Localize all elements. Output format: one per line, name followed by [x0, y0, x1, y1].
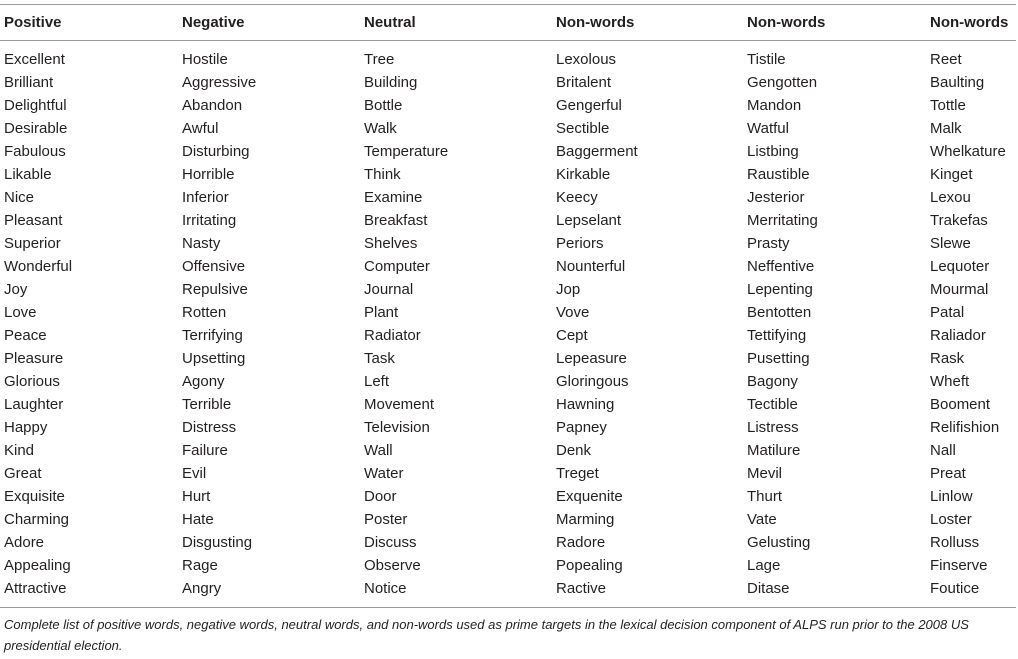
- cell-non-words-2: Mandon: [747, 97, 802, 114]
- cell-non-words-1: Lexolous: [556, 51, 617, 68]
- table-row: [0, 393, 1016, 416]
- cell-positive: Fabulous: [4, 143, 66, 160]
- cell-non-words-1: Jop: [556, 281, 581, 298]
- cell-negative: Irritating: [182, 212, 237, 229]
- cell-non-words-2: Raustible: [747, 166, 810, 183]
- cell-non-words-3: Relifishion: [930, 419, 1000, 436]
- table-row: [0, 554, 1016, 577]
- cell-non-words-3: Kinget: [930, 166, 973, 183]
- cell-non-words-2: Bentotten: [747, 304, 812, 321]
- cell-non-words-1: Baggerment: [556, 143, 638, 160]
- cell-neutral: Journal: [364, 281, 414, 298]
- cell-neutral: Think: [364, 166, 401, 183]
- cell-negative: Abandon: [182, 97, 243, 114]
- cell-non-words-2: Pusetting: [747, 350, 810, 367]
- cell-positive: Adore: [4, 534, 45, 551]
- cell-non-words-3: Raliador: [930, 327, 986, 344]
- cell-non-words-2: Jesterior: [747, 189, 805, 206]
- cell-positive: Happy: [4, 419, 48, 436]
- cell-non-words-1: Papney: [556, 419, 607, 436]
- cell-non-words-3: Loster: [930, 511, 972, 528]
- column-header-neutral: Neutral: [364, 13, 416, 31]
- table-row: [0, 485, 1016, 508]
- cell-positive: Brilliant: [4, 74, 54, 91]
- cell-non-words-1: Cept: [556, 327, 588, 344]
- cell-non-words-2: Vate: [747, 511, 777, 528]
- table-row: [0, 416, 1016, 439]
- cell-positive: Great: [4, 465, 42, 482]
- table-row: [0, 163, 1016, 186]
- cell-positive: Love: [4, 304, 37, 321]
- cell-non-words-1: Gengerful: [556, 97, 622, 114]
- cell-non-words-3: Lequoter: [930, 258, 990, 275]
- table-row: [0, 278, 1016, 301]
- cell-non-words-3: Tottle: [930, 97, 966, 114]
- cell-non-words-2: Mevil: [747, 465, 783, 482]
- cell-non-words-1: Sectible: [556, 120, 610, 137]
- cell-non-words-2: Lage: [747, 557, 781, 574]
- table-body: [0, 40, 1016, 600]
- cell-neutral: Water: [364, 465, 404, 482]
- cell-non-words-2: Merritating: [747, 212, 818, 229]
- table-row: [0, 439, 1016, 462]
- cell-non-words-2: Ditase: [747, 580, 790, 597]
- cell-non-words-1: Hawning: [556, 396, 615, 413]
- cell-non-words-2: Tectible: [747, 396, 798, 413]
- cell-neutral: Plant: [364, 304, 399, 321]
- cell-negative: Nasty: [182, 235, 221, 252]
- cell-non-words-3: Foutice: [930, 580, 980, 597]
- cell-positive: Delightful: [4, 97, 67, 114]
- cell-non-words-1: Gloringous: [556, 373, 629, 390]
- cell-non-words-2: Lepenting: [747, 281, 813, 298]
- cell-neutral: Movement: [364, 396, 435, 413]
- cell-positive: Glorious: [4, 373, 60, 390]
- column-header-non-words-1: Non-words: [556, 13, 635, 31]
- table-row: [0, 140, 1016, 163]
- table-row: [0, 71, 1016, 94]
- cell-non-words-2: Neffentive: [747, 258, 815, 275]
- cell-positive: Joy: [4, 281, 28, 298]
- cell-positive: Excellent: [4, 51, 65, 68]
- cell-negative: Inferior: [182, 189, 229, 206]
- cell-neutral: Bottle: [364, 97, 403, 114]
- cell-neutral: Left: [364, 373, 390, 390]
- table-row: [0, 186, 1016, 209]
- cell-negative: Angry: [182, 580, 222, 597]
- cell-non-words-1: Kirkable: [556, 166, 611, 183]
- cell-neutral: Task: [364, 350, 395, 367]
- column-header-negative: Negative: [182, 13, 245, 31]
- cell-neutral: Breakfast: [364, 212, 428, 229]
- cell-negative: Disgusting: [182, 534, 253, 551]
- cell-negative: Hate: [182, 511, 214, 528]
- cell-positive: Nice: [4, 189, 35, 206]
- cell-non-words-3: Rask: [930, 350, 965, 367]
- cell-neutral: Television: [364, 419, 430, 436]
- cell-neutral: Poster: [364, 511, 408, 528]
- cell-positive: Laughter: [4, 396, 64, 413]
- cell-positive: Desirable: [4, 120, 68, 137]
- cell-negative: Awful: [182, 120, 219, 137]
- cell-non-words-3: Preat: [930, 465, 966, 482]
- cell-non-words-3: Baulting: [930, 74, 985, 91]
- cell-positive: Likable: [4, 166, 52, 183]
- table-caption: Complete list of positive words, negative words, neutral words, and non-words used as prime targets in the lexical decision component of ALPS run prior to the 2008 US presidential election.: [4, 617, 969, 653]
- cell-non-words-1: Lepeasure: [556, 350, 627, 367]
- cell-neutral: Discuss: [364, 534, 417, 551]
- cell-non-words-3: Reet: [930, 51, 962, 68]
- cell-negative: Upsetting: [182, 350, 246, 367]
- cell-positive: Pleasure: [4, 350, 64, 367]
- cell-non-words-1: Treget: [556, 465, 599, 482]
- cell-non-words-2: Watful: [747, 120, 789, 137]
- cell-neutral: Notice: [364, 580, 407, 597]
- cell-non-words-2: Tistile: [747, 51, 786, 68]
- spacer-cell: [0, 40, 1016, 48]
- cell-negative: Agony: [182, 373, 225, 390]
- cell-non-words-2: Listress: [747, 419, 799, 436]
- cell-non-words-1: Marming: [556, 511, 615, 528]
- cell-non-words-3: Finserve: [930, 557, 988, 574]
- cell-non-words-3: Booment: [930, 396, 991, 413]
- cell-neutral: Shelves: [364, 235, 418, 252]
- table-row: [0, 255, 1016, 278]
- table-row: [0, 347, 1016, 370]
- cell-negative: Repulsive: [182, 281, 248, 298]
- cell-positive: Attractive: [4, 580, 67, 597]
- cell-non-words-1: Periors: [556, 235, 604, 252]
- table-row: [0, 462, 1016, 485]
- cell-negative: Rage: [182, 557, 218, 574]
- table-row: [0, 94, 1016, 117]
- cell-non-words-1: Ractive: [556, 580, 607, 597]
- cell-neutral: Temperature: [364, 143, 449, 160]
- cell-neutral: Tree: [364, 51, 395, 68]
- cell-non-words-2: Bagony: [747, 373, 798, 390]
- cell-positive: Appealing: [4, 557, 71, 574]
- cell-neutral: Radiator: [364, 327, 421, 344]
- cell-non-words-2: Thurt: [747, 488, 783, 505]
- cell-negative: Terrifying: [182, 327, 243, 344]
- cell-non-words-2: Listbing: [747, 143, 799, 160]
- cell-positive: Pleasant: [4, 212, 63, 229]
- cell-non-words-3: Nall: [930, 442, 956, 459]
- cell-positive: Exquisite: [4, 488, 65, 505]
- cell-negative: Disturbing: [182, 143, 250, 160]
- table-row: [0, 48, 1016, 71]
- cell-non-words-2: Gelusting: [747, 534, 811, 551]
- cell-neutral: Door: [364, 488, 397, 505]
- cell-non-words-2: Prasty: [747, 235, 790, 252]
- cell-non-words-3: Trakefas: [930, 212, 988, 229]
- cell-negative: Hostile: [182, 51, 228, 68]
- cell-neutral: Walk: [364, 120, 397, 137]
- table-row: [0, 324, 1016, 347]
- table-row: [0, 301, 1016, 324]
- cell-positive: Wonderful: [4, 258, 73, 275]
- cell-non-words-3: Slewe: [930, 235, 971, 252]
- table-row: [0, 370, 1016, 393]
- cell-negative: Evil: [182, 465, 207, 482]
- cell-neutral: Examine: [364, 189, 423, 206]
- cell-non-words-3: Linlow: [930, 488, 973, 505]
- cell-non-words-3: Wheft: [930, 373, 970, 390]
- table-row: [0, 117, 1016, 140]
- cell-non-words-3: Rolluss: [930, 534, 980, 551]
- cell-non-words-3: Mourmal: [930, 281, 989, 298]
- cell-negative: Aggressive: [182, 74, 257, 91]
- cell-non-words-1: Radore: [556, 534, 606, 551]
- cell-positive: Kind: [4, 442, 35, 459]
- column-header-non-words-3: Non-words: [930, 13, 1009, 31]
- table-row: [0, 508, 1016, 531]
- cell-positive: Charming: [4, 511, 70, 528]
- cell-negative: Rotten: [182, 304, 227, 321]
- column-header-non-words-2: Non-words: [747, 13, 826, 31]
- cell-non-words-2: Matilure: [747, 442, 801, 459]
- cell-neutral: Wall: [364, 442, 393, 459]
- cell-non-words-2: Gengotten: [747, 74, 818, 91]
- table-header: [0, 0, 1016, 40]
- table-spacer-row: [0, 40, 1016, 48]
- cell-non-words-3: Lexou: [930, 189, 971, 206]
- cell-non-words-1: Nounterful: [556, 258, 626, 275]
- table-row: [0, 209, 1016, 232]
- cell-negative: Horrible: [182, 166, 235, 183]
- cell-non-words-1: Lepselant: [556, 212, 622, 229]
- cell-negative: Offensive: [182, 258, 246, 275]
- cell-neutral: Observe: [364, 557, 421, 574]
- table-bottom-rule: [0, 607, 1016, 608]
- cell-positive: Superior: [4, 235, 61, 252]
- table-row: [0, 232, 1016, 255]
- cell-positive: Peace: [4, 327, 47, 344]
- cell-non-words-3: Malk: [930, 120, 962, 137]
- cell-negative: Distress: [182, 419, 237, 436]
- cell-non-words-1: Britalent: [556, 74, 612, 91]
- cell-non-words-1: Vove: [556, 304, 590, 321]
- table-row: [0, 577, 1016, 600]
- cell-non-words-2: Tettifying: [747, 327, 807, 344]
- cell-non-words-1: Popealing: [556, 557, 623, 574]
- cell-non-words-3: Whelkature: [930, 143, 1006, 160]
- cell-non-words-1: Exquenite: [556, 488, 623, 505]
- cell-neutral: Computer: [364, 258, 430, 275]
- cell-non-words-3: Patal: [930, 304, 965, 321]
- column-header-positive: Positive: [4, 13, 62, 31]
- table-row: [0, 531, 1016, 554]
- cell-neutral: Building: [364, 74, 418, 91]
- cell-negative: Hurt: [182, 488, 211, 505]
- cell-negative: Failure: [182, 442, 228, 459]
- cell-non-words-1: Keecy: [556, 189, 598, 206]
- header-row: [0, 0, 1016, 40]
- cell-negative: Terrible: [182, 396, 232, 413]
- cell-non-words-1: Denk: [556, 442, 592, 459]
